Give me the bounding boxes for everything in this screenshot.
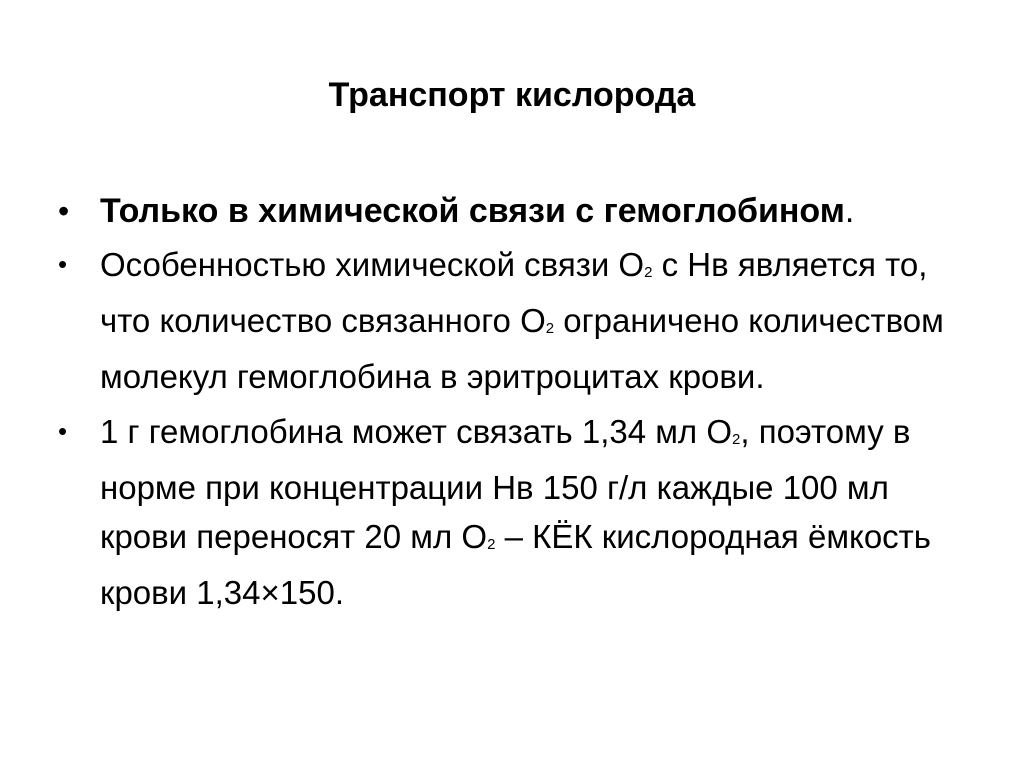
bullet-icon: •: [58, 193, 70, 229]
bullet-item-2: [58, 240, 978, 401]
bullet-2-text-part3: ограничено количеством молекул гемоглобина в эритроцитах крови.: [100, 302, 944, 395]
bullet-3-text-part2: , поэтому в норме при концентрации Нв 150 г/л каждые 100 мл крови переносят 20 мл О: [100, 413, 911, 555]
bullet-3-subscript-1: 2: [732, 431, 741, 448]
bullet-3-subscript-2: 2: [487, 536, 496, 553]
bullet-icon: •: [58, 249, 68, 279]
bullet-2-subscript-1: 2: [644, 264, 653, 281]
bullet-2-text-part1: Особенностью химической связи О: [100, 246, 645, 283]
bullet-list: [58, 186, 978, 623]
bullet-3-text-part1: 1 г гемоглобина может связать 1,34 мл О: [100, 413, 733, 450]
bullet-3-text-part3: – КЁК кислородная ёмкость крови 1,34×150.: [100, 518, 931, 611]
bullet-item-3: [58, 407, 978, 617]
bullet-icon: •: [58, 416, 68, 446]
bullet-1-tail: .: [844, 192, 855, 230]
bullet-1-strong-text: Только в химической связи с гемоглобином: [100, 192, 845, 230]
bullet-item-1: [58, 186, 978, 237]
bullet-2-subscript-2: 2: [545, 320, 555, 337]
slide-title: Транспорт кислорода: [328, 76, 696, 114]
bullet-2-text-part2: с Нв является то, что количество связанного О: [100, 246, 928, 339]
